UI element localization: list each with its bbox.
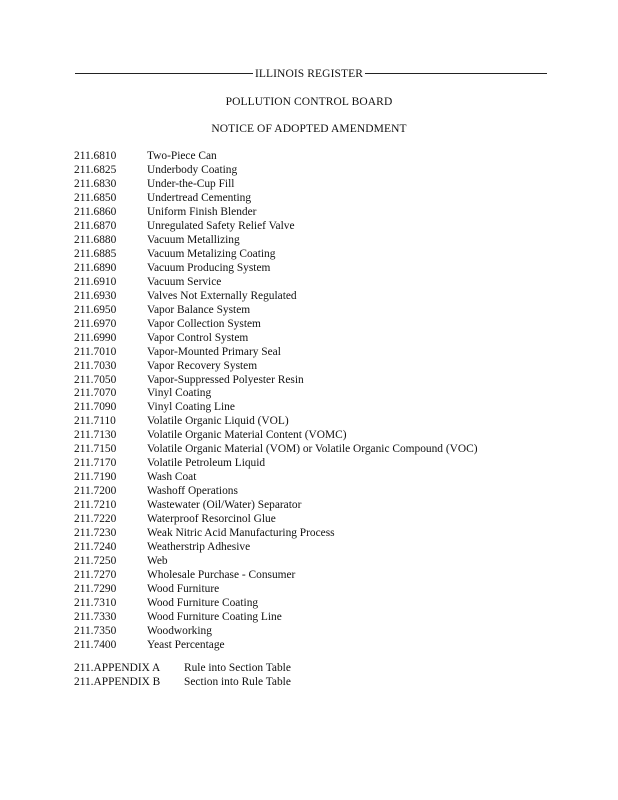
section-number: 211.APPENDIX B	[74, 675, 161, 688]
definition-row	[74, 164, 554, 178]
section-number: 211.7110	[74, 415, 116, 428]
definition-row	[74, 290, 554, 304]
section-number: 211.6850	[74, 191, 117, 204]
definition-row	[74, 625, 554, 639]
section-number: 211.7030	[74, 359, 117, 372]
section-number: 211.7400	[74, 638, 117, 651]
section-number: 211.7250	[74, 555, 117, 568]
definitions-list	[74, 150, 554, 653]
definition-row	[74, 513, 554, 527]
section-term: Volatile Organic Material Content (VOMC)	[147, 429, 347, 442]
section-term: Vapor Control System	[147, 331, 249, 344]
section-term: Vapor Balance System	[147, 303, 251, 316]
section-term: Waterproof Resorcinol Glue	[147, 513, 276, 526]
section-number: 211.7330	[74, 610, 117, 623]
section-term: Vacuum Producing System	[147, 261, 271, 274]
section-term: Woodworking	[147, 624, 212, 637]
definition-row	[74, 611, 554, 625]
definition-row	[74, 192, 554, 206]
section-term: Valves Not Externally Regulated	[147, 289, 297, 302]
definition-row	[74, 443, 554, 457]
section-number: 211.7290	[74, 583, 117, 596]
section-term: Wash Coat	[147, 471, 197, 484]
definition-row	[74, 471, 554, 485]
definition-row	[74, 527, 554, 541]
definition-row	[74, 360, 554, 374]
section-term: Underbody Coating	[147, 163, 238, 176]
section-number: 211.6830	[74, 177, 117, 190]
definition-row	[74, 206, 554, 220]
section-number: 211.7210	[74, 499, 117, 512]
section-number: 211.7010	[74, 345, 117, 358]
definition-row	[74, 457, 554, 471]
definition-row	[74, 583, 554, 597]
notice-title: NOTICE OF ADOPTED AMENDMENT	[211, 123, 407, 135]
section-term: Vinyl Coating	[147, 387, 212, 400]
section-term: Vinyl Coating Line	[147, 401, 235, 414]
section-number: 211.6880	[74, 233, 117, 246]
definition-row	[74, 318, 554, 332]
definition-row	[74, 485, 554, 499]
section-number: 211.6885	[74, 247, 117, 260]
section-number: 211.7310	[74, 597, 117, 609]
section-number: 211.6990	[74, 331, 117, 344]
definition-row	[74, 234, 554, 248]
definition-row	[74, 555, 554, 569]
section-term: Undertread Cementing	[147, 191, 252, 204]
definition-row	[74, 262, 554, 276]
section-term: Rule into Section Table	[184, 662, 291, 674]
section-term: Vapor-Mounted Primary Seal	[147, 345, 281, 358]
section-number: 211.6870	[74, 219, 117, 232]
section-number: 211.7090	[74, 401, 117, 414]
section-term: Vacuum Metalizing Coating	[147, 247, 276, 260]
section-term: Volatile Organic Material (VOM) or Volatile Organic Compound (VOC)	[147, 443, 478, 456]
section-term: Two-Piece Can	[147, 150, 217, 162]
section-number: 211.7070	[74, 387, 117, 400]
appendix-row	[74, 662, 554, 676]
section-term: Wholesale Purchase - Consumer	[147, 569, 296, 582]
section-number: 211.7190	[74, 471, 117, 484]
section-number: 211.7240	[74, 541, 117, 554]
section-term: Volatile Organic Liquid (VOL)	[147, 415, 289, 428]
section-term: Section into Rule Table	[184, 675, 291, 688]
definition-row	[74, 248, 554, 262]
definition-row	[74, 415, 554, 429]
definition-row	[74, 276, 554, 290]
section-term: Volatile Petroleum Liquid	[147, 457, 266, 470]
definition-row	[74, 499, 554, 513]
definition-row	[74, 374, 554, 388]
definition-row	[74, 429, 554, 443]
definition-row	[74, 332, 554, 346]
section-number: 211.6950	[74, 303, 117, 316]
section-number: 211.7230	[74, 527, 117, 540]
definition-row	[74, 220, 554, 234]
section-number: 211.7150	[74, 443, 117, 456]
section-number: 211.6890	[74, 261, 117, 274]
section-term: Unregulated Safety Relief Valve	[147, 219, 295, 232]
appendix-row	[74, 676, 554, 690]
section-number: 211.7170	[74, 457, 117, 470]
section-term: Wood Furniture Coating	[147, 597, 259, 609]
section-number: 211.6970	[74, 317, 117, 330]
definition-row	[74, 150, 554, 164]
definition-row	[74, 401, 554, 415]
section-term: Under-the-Cup Fill	[147, 177, 235, 190]
section-number: 211.7050	[74, 373, 117, 386]
section-term: Vapor Collection System	[147, 317, 261, 330]
definition-row	[74, 346, 554, 360]
definition-row	[74, 569, 554, 583]
section-number: 211.6810	[74, 150, 117, 162]
section-number: 211.7200	[74, 485, 117, 498]
board-title: POLLUTION CONTROL BOARD	[225, 96, 393, 108]
section-term: Vapor Recovery System	[147, 359, 258, 372]
section-term: Weak Nitric Acid Manufacturing Process	[147, 527, 335, 540]
section-term: Web	[147, 555, 168, 568]
section-number: 211.APPENDIX A	[74, 662, 161, 674]
definition-row	[74, 387, 554, 401]
register-title	[0, 68, 618, 80]
section-number: 211.7270	[74, 569, 117, 582]
definition-row	[74, 178, 554, 192]
section-number: 211.7130	[74, 429, 117, 442]
section-term: Wood Furniture Coating Line	[147, 610, 282, 623]
definition-row	[74, 304, 554, 318]
section-term: Washoff Operations	[147, 485, 238, 498]
section-term: Wastewater (Oil/Water) Separator	[147, 499, 302, 512]
section-term: Wood Furniture	[147, 583, 220, 596]
section-number: 211.6930	[74, 289, 117, 302]
definition-row	[74, 541, 554, 555]
section-term: Vacuum Metallizing	[147, 233, 240, 246]
section-term: Vacuum Service	[147, 275, 222, 288]
definition-row	[74, 597, 554, 611]
section-term: Yeast Percentage	[147, 638, 225, 651]
section-term: Uniform Finish Blender	[147, 205, 257, 218]
section-term: Weatherstrip Adhesive	[147, 541, 251, 554]
definition-row	[74, 639, 554, 653]
section-number: 211.6910	[74, 275, 117, 288]
section-number: 211.7220	[74, 513, 117, 526]
register-title-text: ILLINOIS REGISTER	[254, 68, 364, 80]
section-term: Vapor-Suppressed Polyester Resin	[147, 373, 304, 386]
section-number: 211.7350	[74, 624, 117, 637]
section-number: 211.6860	[74, 205, 117, 218]
section-number: 211.6825	[74, 163, 117, 176]
appendices-list	[74, 662, 554, 690]
